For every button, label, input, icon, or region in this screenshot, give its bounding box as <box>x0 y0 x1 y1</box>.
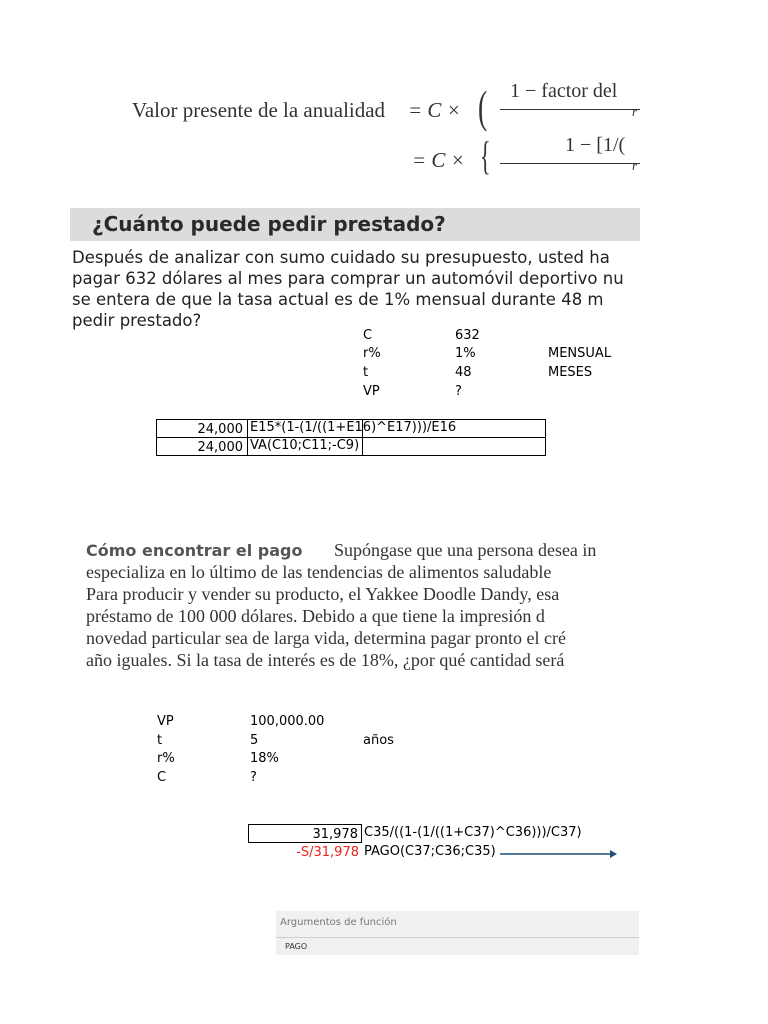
problem1-title: ¿Cuánto puede pedir prestado? <box>92 212 446 236</box>
input-label: VP <box>157 714 174 729</box>
problem2-heading: Cómo encontrar el pago <box>86 541 303 560</box>
result1-value: 24,000 <box>197 440 243 455</box>
formula-den2: r <box>632 158 638 173</box>
result2-value: 31,978 <box>312 827 358 842</box>
formula-num1: 1 − factor del <box>510 80 618 102</box>
input-value: ? <box>455 384 462 399</box>
problem2-line: préstamo de 100 000 dólares. Debido a que tiene la impresión d <box>86 606 545 626</box>
problem2-line: año iguales. Si la tasa de interés es de 18%, ¿por qué cantidad será <box>86 650 565 670</box>
formula-brace-open: { <box>480 133 491 178</box>
dialog-function-name: PAGO <box>285 942 308 951</box>
input-label: t <box>363 365 369 380</box>
problem2-line: Supóngase que una persona desea in <box>334 540 597 560</box>
input-value: ? <box>250 770 257 785</box>
result1-value-cell[interactable] <box>157 438 243 455</box>
result2-value-cell[interactable] <box>248 843 362 861</box>
result2-value-negative: -S/31,978 <box>296 845 359 860</box>
input-unit: años <box>363 733 394 748</box>
input-label: t <box>157 733 163 748</box>
formula-fraction-bar-1 <box>500 109 640 110</box>
result2-formula[interactable]: PAGO(C37;C36;C35) <box>364 844 496 859</box>
input-value: 48 <box>455 365 472 380</box>
dialog-title: Argumentos de función <box>280 917 397 928</box>
formula-den1: r <box>632 104 638 119</box>
result2-formula[interactable]: C35/((1-(1/((1+C37)^C36)))/C37) <box>364 825 582 840</box>
input-label: C <box>363 328 373 343</box>
annuity-formula <box>120 70 640 185</box>
formula-eq1: = C × <box>408 98 461 122</box>
formula-paren-open: ( <box>478 81 488 132</box>
formula-lhs: Valor presente de la anualidad <box>132 98 386 122</box>
problem1-line: pedir prestado? <box>72 311 202 330</box>
input-label: r% <box>363 346 381 361</box>
formula-eq2: = C × <box>412 148 465 172</box>
problem1-text <box>70 248 640 334</box>
result1-value: 24,000 <box>197 422 243 437</box>
formula-num2: 1 − [1/( <box>565 134 626 156</box>
result1-formula[interactable]: E15*(1-(1/((1+E16)^E17)))/E16 <box>250 420 457 435</box>
formula-fraction-bar-2 <box>500 163 640 164</box>
input-unit: MENSUAL <box>548 346 612 361</box>
problem2-text <box>86 538 640 678</box>
problem2-line: especializa en lo último de las tendencias de alimentos saludable <box>86 562 552 582</box>
problem1-line: se entera de que la tasa actual es de 1% mensual durante 48 m <box>72 290 604 309</box>
arrow-icon <box>500 848 620 860</box>
problem2-line: Para producir y vender su producto, el Yakkee Doodle Dandy, esa <box>86 584 560 604</box>
problem2-line: novedad particular sea de larga vida, determina pagar pronto el cré <box>86 628 566 648</box>
function-arguments-dialog <box>276 911 639 955</box>
input-value: 5 <box>250 733 259 748</box>
result1-formula[interactable]: VA(C10;C11;-C9) <box>250 438 360 453</box>
input-label: r% <box>157 751 175 766</box>
input-value: 632 <box>455 328 480 343</box>
input-unit: MESES <box>548 365 593 380</box>
problem1-line: pagar 632 dólares al mes para comprar un automóvil deportivo nu <box>72 269 624 288</box>
dialog-divider <box>276 937 639 938</box>
result2-value-cell[interactable] <box>248 824 362 843</box>
heading-band <box>70 208 640 241</box>
input-value: 100,000.00 <box>250 714 325 729</box>
input-label: C <box>157 770 167 785</box>
input-label: VP <box>363 384 380 399</box>
input-value: 1% <box>455 346 476 361</box>
input-value: 18% <box>250 751 279 766</box>
result1-value-cell[interactable] <box>157 420 243 437</box>
result1-grid-vline <box>247 419 248 456</box>
problem1-line: Después de analizar con sumo cuidado su presupuesto, usted ha <box>72 248 610 267</box>
